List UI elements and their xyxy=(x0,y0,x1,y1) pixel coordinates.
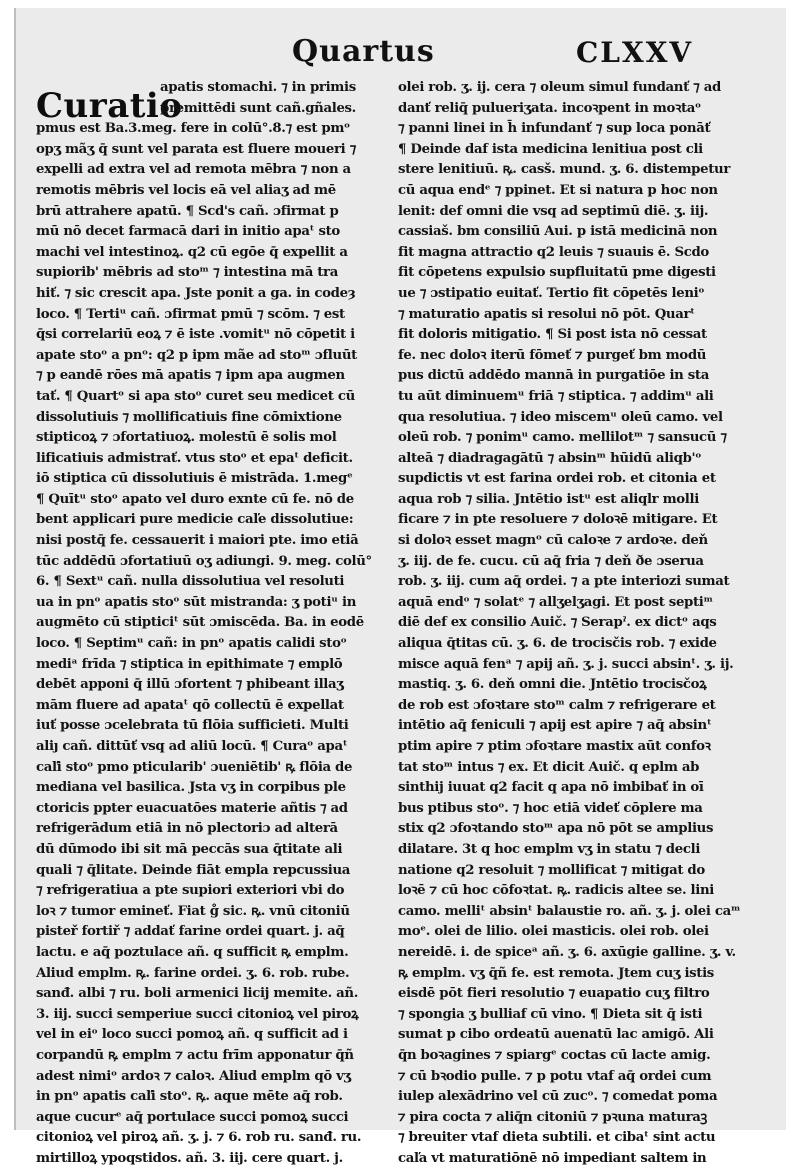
text-line: tať. ¶ Quartᵒ si apa stoᵒ curet seu medicet cū xyxy=(36,388,355,404)
text-line: ¶ Deinde daf ista medicina lenitiua post cli xyxy=(398,141,703,157)
text-line: misce aquā fenᵃ ⁊ apij añ. ʒ. j. succi absinᵗ. ʒ. ij. xyxy=(398,656,734,672)
text-line: opʒ mãʒ q̄ sunt vel parata est fluere moueri ⁊ xyxy=(36,141,356,157)
text-line: moᵉ. olei de lilio. olei masticis. olei rob. olei xyxy=(398,924,709,940)
text-line: tūc addēdū ɔfortatiuū oʒ adiungi. 9. meg. colū° xyxy=(36,553,372,569)
text-line: stipticoꝝ ⁊ ɔfortatiuoꝝ. molestū ē solis mol xyxy=(36,430,337,446)
book-page xyxy=(14,8,786,1166)
text-line: intētio aq̄ feniculi ⁊ apij est apire ⁊ aq̄ absinᵗ xyxy=(398,718,712,734)
text-line: ue ⁊ ɔstipatio euitať. Tertio fit cōpetēs leniᵒ xyxy=(398,285,705,301)
text-line: stix q2 ɔfoꝛtando stoᵐ apa nō pōt se amplius xyxy=(398,821,714,837)
running-title: Quartus xyxy=(292,34,435,69)
text-line: ⁊ breuiter vtaf dieta subtili. et cibaᵗ sint actu xyxy=(398,1130,716,1146)
text-line: aliqua q̄titas cū. ʒ. 6. de trocisčis rob. ⁊ exide xyxy=(398,636,717,652)
text-line: pus dictū addēdo mannā in purgatiōe in sta xyxy=(398,368,709,384)
text-line: ⁊ maturatio apatis si resolui nō pōt. Quarᵗ xyxy=(398,306,695,322)
text-line: ⁊ cū bꝛodio pulle. ⁊ p potu vtaf aq̄ ordei cum xyxy=(398,1068,712,1084)
text-line: tat stoᵐ intus ⁊ ex. Et dicit Auič. q eplm ab xyxy=(398,759,700,775)
text-line: machi vel intestinoꝝ. q2 cū egōe q̄ expellit a xyxy=(36,244,348,260)
text-line: loco. ¶ Septimᵘ cañ: in pnᵒ apatis calidi stoᵒ xyxy=(36,636,347,652)
text-line: lactu. e aq̄ poztulace añ. q sufficit ꝶ emplm. xyxy=(36,944,349,960)
text-line: ¶ Quītᵘ stoᵒ apato vel duro exnte cū fe. nō de xyxy=(36,491,354,507)
text-line: caľa vt maturatiōnē nō impediant saltem in xyxy=(398,1150,707,1166)
text-line: sumat p cibo ordeatū auenatū lac amigō. Ali xyxy=(398,1027,714,1043)
text-line: cū aqua endᵉ ⁊ ppinet. Et si natura p hoc non xyxy=(398,182,718,198)
text-line: ʒ. iij. de fe. cucu. cū aq̄ fria ⁊ deň ðe ɔserua xyxy=(398,553,704,569)
text-line: 6. ¶ Sextᵘ cañ. nulla dissolutiua vel resoluti xyxy=(36,574,345,590)
text-line: mediᵃ frīda ⁊ stiptica in epithimate ⁊ emplō xyxy=(36,656,343,672)
text-line: aquā endᵒ ⁊ solatᵉ ⁊ allʒelʒagi. Et post septiᵐ xyxy=(398,594,713,610)
text-line: fe. nec doloꝛ iterū fōmeť ⁊ purgeť bm modū xyxy=(398,347,707,363)
text-line: iō stiptica cū dissolutiuis ē mistrāda. 1.megᵉ xyxy=(36,471,353,487)
text-line: ⁊ p eandē rōes mā apatis ⁊ ipm apa augmen xyxy=(36,368,345,384)
text-line: olei rob. ʒ. ij. cera ⁊ oleum simul fundanť ⁊ ad xyxy=(398,80,721,95)
text-line: dū dūmodo ibi sit mā peccās sua q̄titate ali xyxy=(36,841,343,857)
text-line: ptim apire ⁊ ptim ɔfoꝛtare mastix aūt confoꝛ xyxy=(398,739,711,754)
text-line: aliȷ cañ. dittūť vsq ad aliū locū. ¶ Curaᵒ apaᵗ xyxy=(36,739,348,754)
text-line: debēt apponi q̄ illū ɔfortent ⁊ phibeant illaʒ xyxy=(36,677,344,693)
text-line: mām fluere ad apataᵗ qō collectū ē expellat xyxy=(36,697,344,713)
initial-word: Curatio xyxy=(36,86,183,126)
text-line: aqua rob ⁊ silia. Jntētio istᵘ est aliqlr molli xyxy=(398,491,699,507)
text-line: sinthij iuuat q2 facit q apa nō imbibať in oī xyxy=(398,780,704,796)
text-line: in pnᵒ apatis caľi stoᵒ. ꝶ. aque mēte aq̄ rob. xyxy=(36,1089,343,1105)
text-line: sanđ. albi ⁊ ru. boli armenici licij memite. añ. xyxy=(36,986,358,1002)
text-line: expelli ad extra vel ad remota mēbra ⁊ non a xyxy=(36,162,351,178)
text-line: vel in eiᵒ loco succi pomoꝝ añ. q sufficit ad i xyxy=(36,1027,348,1043)
text-line: pmus est Ba.3.meg. fere in colū°.8.⁊ est pmᵒ xyxy=(36,121,350,137)
text-line: q̄n boꝛagines ⁊ spiargᵉ coctas cū lacte amig. xyxy=(398,1047,711,1063)
left-text-column xyxy=(36,78,380,1169)
text-line: brū attrahere apatū. ¶ Scd's cañ. ɔfirmat p xyxy=(36,203,339,219)
page-header xyxy=(16,34,786,78)
text-line: Aliud emplm. ꝶ. farine ordei. ʒ. 6. rob. rube. xyxy=(36,965,350,981)
text-line: eisdē pōt fieri resolutio ⁊ euapatio cuʒ filtro xyxy=(398,986,710,1002)
text-line: ⁊ pira cocta ⁊ aliq̄n citoniū ⁊ pꝛuna maturaꝫ xyxy=(398,1109,707,1125)
text-line: camo. melliᵗ absinᵗ balaustie ro. añ. ʒ. j. olei caᵐ xyxy=(398,903,741,919)
text-line: ⁊ spongia ʒ bulliaf cū vino. ¶ Dieta sit q̄ isti xyxy=(398,1006,703,1022)
text-line: loco. ¶ Tertiᵘ cañ. ɔfirmat pmū ⁊ scōm. ⁊ est xyxy=(36,306,345,322)
text-line: bent applicari pure medicie caľe dissolutiue: xyxy=(36,512,354,528)
text-line: de rob est ɔfoꝛtare stoᵐ calm ⁊ refrigerare et xyxy=(398,697,716,713)
text-line: fit cōpetens expulsio supfluitatū pme digesti xyxy=(398,265,716,281)
right-text-column xyxy=(398,78,742,1169)
text-line: danť reliq̄ pulueriʒata. incoꝛpent in moꝛtaᵒ xyxy=(398,100,701,116)
text-line: iuť posse ɔcelebrata tū flōia sufficieti. Multi xyxy=(36,718,349,734)
text-line: augmēto cū stipticiᵗ sūt ɔmiscēda. Ba. in eodē xyxy=(36,615,364,631)
text-line: hiť. ⁊ sic crescit apa. Jste ponit a ga. in codeȝ xyxy=(36,285,356,301)
text-line: lificatiuis admistrať. vtus stoᵒ et epaᵗ deficit. xyxy=(36,450,353,466)
text-line: mirtilloꝝ ypoqstidos. añ. 3. iij. cere quart. j. xyxy=(36,1150,343,1166)
text-line: oleū rob. ⁊ ponimᵘ camo. mellilotᵐ ⁊ sansucū ⁊ xyxy=(398,430,727,446)
text-line: lenit: def omni die vsq ad septimū diē. ʒ. iij. xyxy=(398,203,709,219)
text-line: mū nō decet farmacā dari in initio apaᵗ sto xyxy=(36,224,340,240)
text-line: ꝶ emplm. vʒ q̄ñ fe. est remota. Jtem cuʒ istis xyxy=(398,965,714,981)
text-line: pisteř fortiř ⁊ addať farine ordei quart. j. aq̄ xyxy=(36,924,345,940)
text-line: aque cucurᵉ aq̄ portulace succi pomoꝝ succi xyxy=(36,1109,349,1125)
text-line: loꝛ ⁊ tumor emineť. Fiat g̊ sic. ꝶ. vnū citoniū xyxy=(36,903,350,919)
text-line: nereidē. i. de spiceᵃ añ. ʒ. 6. axūgie galline. ʒ. v. xyxy=(398,944,736,960)
text-line: natione q2 resoluit ⁊ mollificat ⁊ mitigat do xyxy=(398,862,705,878)
text-line: apate stoᵒ a pnᵒ: q2 p ipm mãe ad stoᵐ ɔfluūt xyxy=(36,347,357,363)
text-line: diē def ex consilio Auič. ⁊ Serapˀ. ex dictᵒ aqs xyxy=(398,615,717,631)
text-line: remotis mēbris vel locis eā vel aliaʒ ad mē xyxy=(36,182,336,198)
text-line: iulep alexādrino vel cū zucᵒ. ⁊ comedat poma xyxy=(398,1089,718,1105)
text-line: apatis stomachi. ⁊ in primis xyxy=(160,80,356,95)
text-line: nisi postq̄ fe. cessauerit i maiori pte. imo etiā xyxy=(36,533,359,549)
text-line: tu aūt diminuemᵘ friā ⁊ stiptica. ⁊ addimᵘ ali xyxy=(398,388,714,404)
text-line: 3. iij. succi semperiue succi citonioꝝ vel piroꝝ xyxy=(36,1006,359,1022)
text-line: ficare ⁊ in pte resoluere ⁊ doloꝛē mitigare. Et xyxy=(398,512,718,528)
text-line: ⁊ panni linei in h̄ infundanť ⁊ sup loca ponāť xyxy=(398,121,711,137)
text-line: qua resolutiua. ⁊ ideo miscemᵘ oleū camo. vel xyxy=(398,409,723,425)
text-line: caľi stoᵒ pmo pticularib' ɔueniētib' ꝶ flōia de xyxy=(36,759,353,775)
text-line: mediana vel basilica. Jsta vʒ in corpibus ple xyxy=(36,780,346,796)
text-line: mastiq. ʒ. 6. deň omni die. Jntētio trocisčoꝝ xyxy=(398,677,707,693)
text-line: fit doloris mitigatio. ¶ Si post ista nō cessat xyxy=(398,327,707,343)
text-line: supiorib' mēbris ad stoᵐ ⁊ intestina mā tra xyxy=(36,265,338,281)
text-line: supdictis vt est farina ordei rob. et citonia et xyxy=(398,471,716,487)
text-line: dissolutiuis ⁊ mollificatiuis fine cōmixtione xyxy=(36,409,342,425)
text-line: dilatare. 3t q hoc emplm vʒ in statu ⁊ decli xyxy=(398,841,701,857)
text-line: ⁊ refrigeratiua a pte supiori exteriori vbi do xyxy=(36,883,345,899)
text-line: rob. ʒ. iij. cum aq̄ ordei. ⁊ a pte interiozi sumat xyxy=(398,574,730,590)
text-line: quali ⁊ q̄litate. Deinde fiāt empla repcussiua xyxy=(36,862,351,878)
text-line: bus ptibus stoᵒ. ⁊ hoc etiā videť cōplere ma xyxy=(398,800,703,816)
text-line: q̄si correlariū eoꝝ ⁊ ē iste .vomitᵘ nō cōpetit i xyxy=(36,327,355,343)
text-line: refrigerādum etiā in nō plectoriɔ ad alterā xyxy=(36,821,338,837)
folio-number: CLXXV xyxy=(576,36,694,69)
text-line: ctoricis ppter euacuatōes materie añtis ⁊ ad xyxy=(36,800,348,816)
text-line: stere lenitiuū. ꝶ. casš. mund. ʒ. 6. distempetur xyxy=(398,162,730,178)
text-line: loꝛē ⁊ cū hoc cōfoꝛtat. ꝶ. radicis altee se. lini xyxy=(398,883,714,899)
text-line: corpandū ꝶ emplm ⁊ actu frīm apponatur q̄ñ xyxy=(36,1047,354,1063)
text-line: alteā ⁊ diadragagātū ⁊ absinᵐ hūidū aliqb'ᵒ xyxy=(398,450,702,466)
text-line: adest nimiᵒ ardoꝛ ⁊ caloꝛ. Aliud emplm qō vʒ xyxy=(36,1068,351,1084)
text-line: citonioꝝ vel piroꝝ añ. ʒ. j. ⁊ 6. rob ru. sanđ. ru. xyxy=(36,1130,362,1146)
text-line: si doloꝛ esset magnᵒ cū caloꝛe ⁊ ardoꝛe. deň xyxy=(398,533,708,549)
text-line: ua in pnᵒ apatis stoᵒ sūt mistranda: ʒ potiᵘ in xyxy=(36,594,357,610)
text-line: cassiaš. bm consiliū Aui. p istā medicinā non xyxy=(398,224,718,240)
text-line: fit magna attractio q2 leuis ⁊ suauis ē. Scdo xyxy=(398,244,709,260)
text-line: premittēdi sunt cañ.gñales. xyxy=(160,100,356,116)
